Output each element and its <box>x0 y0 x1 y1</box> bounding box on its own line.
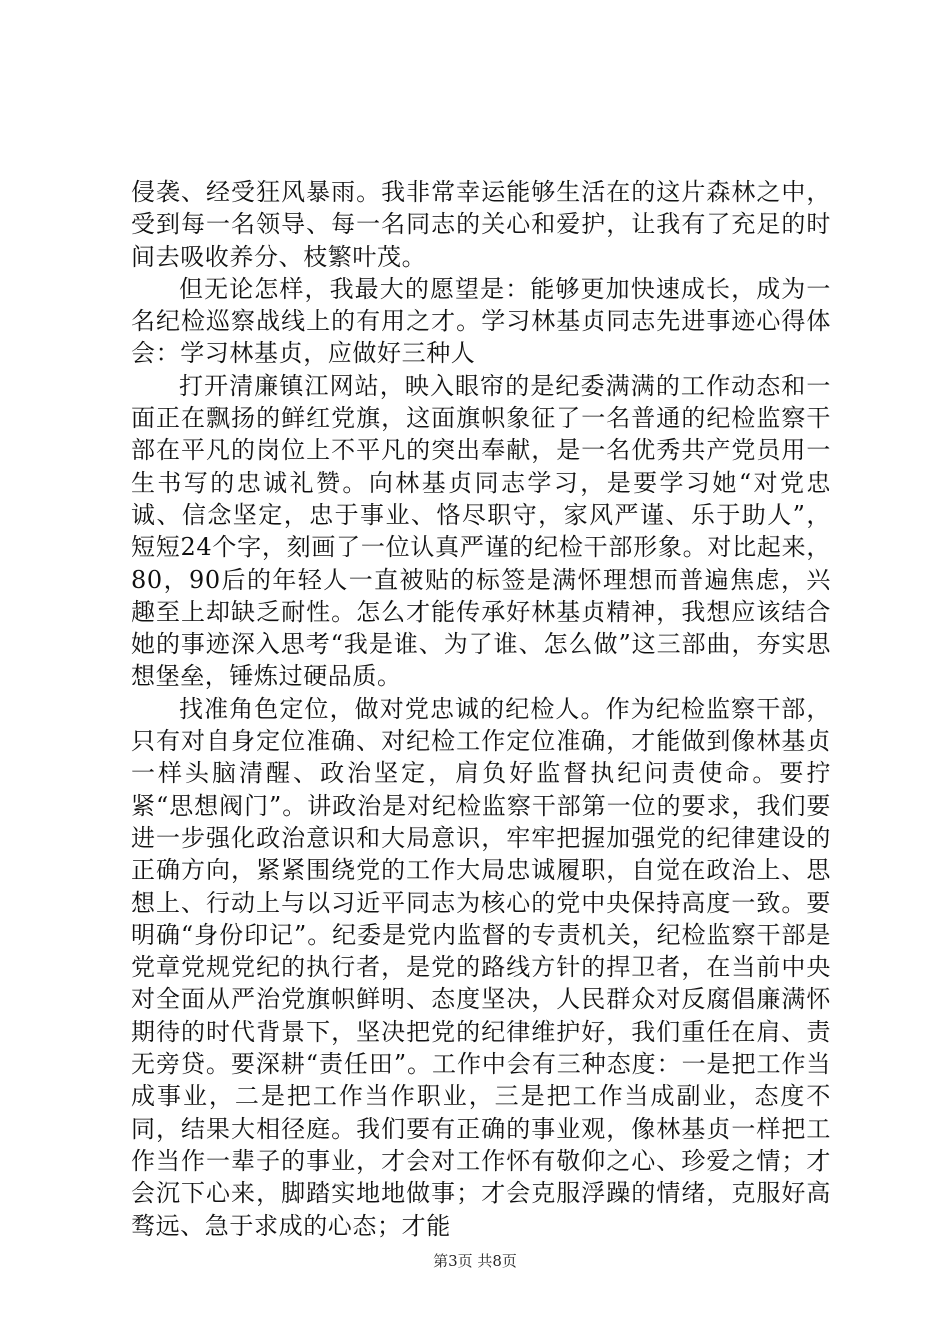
paragraph-role-positioning: 找准角色定位，做对党忠诚的纪检人。作为纪检监察干部，只有对自身定位准确、对纪检工作定位准确，才能做到像林基贞一样头脑清醒、政治坚定，肩负好监督执纪问责使命。要拧紧“思想阀门”。讲政治是对纪检监察干部第一位的要求，我们要进一步强化政治意识和大局意识，牢牢把握加强党的纪律建设的正确方向，紧紧围绕党的工作大局忠诚履职，自觉在政治上、思想上、行动上与以习近平同志为核心的党中央保持高度一致。要明确“身份印记”。纪委是党内监督的专责机关，纪检监察干部是党章党规党纪的执行者，是党的路线方针的捍卫者，在当前中央对全面从严治党旗帜鲜明、态度坚决，人民群众对反腐倡廉满怀期待的时代背景下，坚决把党的纪律维护好，我们重任在肩、责无旁贷。要深耕“责任田”。工作中会有三种态度：一是把工作当成事业，二是把工作当作职业，三是把工作当成副业，态度不同，结果大相径庭。我们要有正确的事业观，像林基贞一样把工作当作一辈子的事业，才会对工作怀有敬仰之心、珍爱之情；才会沉下心来，脚踏实地地做事；才会克服浮躁的情绪，克服好高骛远、急于求成的心态；才能 <box>131 694 831 1240</box>
page-number-label: 第3页 共8页 <box>433 1252 517 1270</box>
page-footer <box>0 1250 950 1271</box>
paragraph-website: 打开清廉镇江网站，映入眼帘的是纪委满满的工作动态和一面正在飘扬的鲜红党旗，这面旗帜象征了一名普通的纪检监察干部在平凡的岗位上不平凡的突出奉献，是一名优秀共产党员用一生书写的忠诚礼赞。向林基贞同志学习，是要学习她“对党忠诚、信念坚定，忠于事业、恪尽职守，家风严谨、乐于助人”，短短24个字，刻画了一位认真严谨的纪检干部形象。对比起来，80，90后的年轻人一直被贴的标签是满怀理想而普遍焦虑，兴趣至上却缺乏耐性。怎么才能传承好林基贞精神，我想应该结合她的事迹深入思考“我是谁、为了谁、怎么做”这三部曲，夯实思想堡垒，锤炼过硬品质。 <box>131 371 831 691</box>
paragraph-wish: 但无论怎样，我最大的愿望是：能够更加快速成长，成为一名纪检巡察战线上的有用之才。学习林基贞同志先进事迹心得体会：学习林基贞，应做好三种人 <box>131 274 831 368</box>
body-text <box>131 176 831 1242</box>
paragraph-continuation: 侵袭、经受狂风暴雨。我非常幸运能够生活在的这片森林之中，受到每一名领导、每一名同志的关心和爱护，让我有了充足的时间去吸收养分、枝繁叶茂。 <box>131 178 831 271</box>
